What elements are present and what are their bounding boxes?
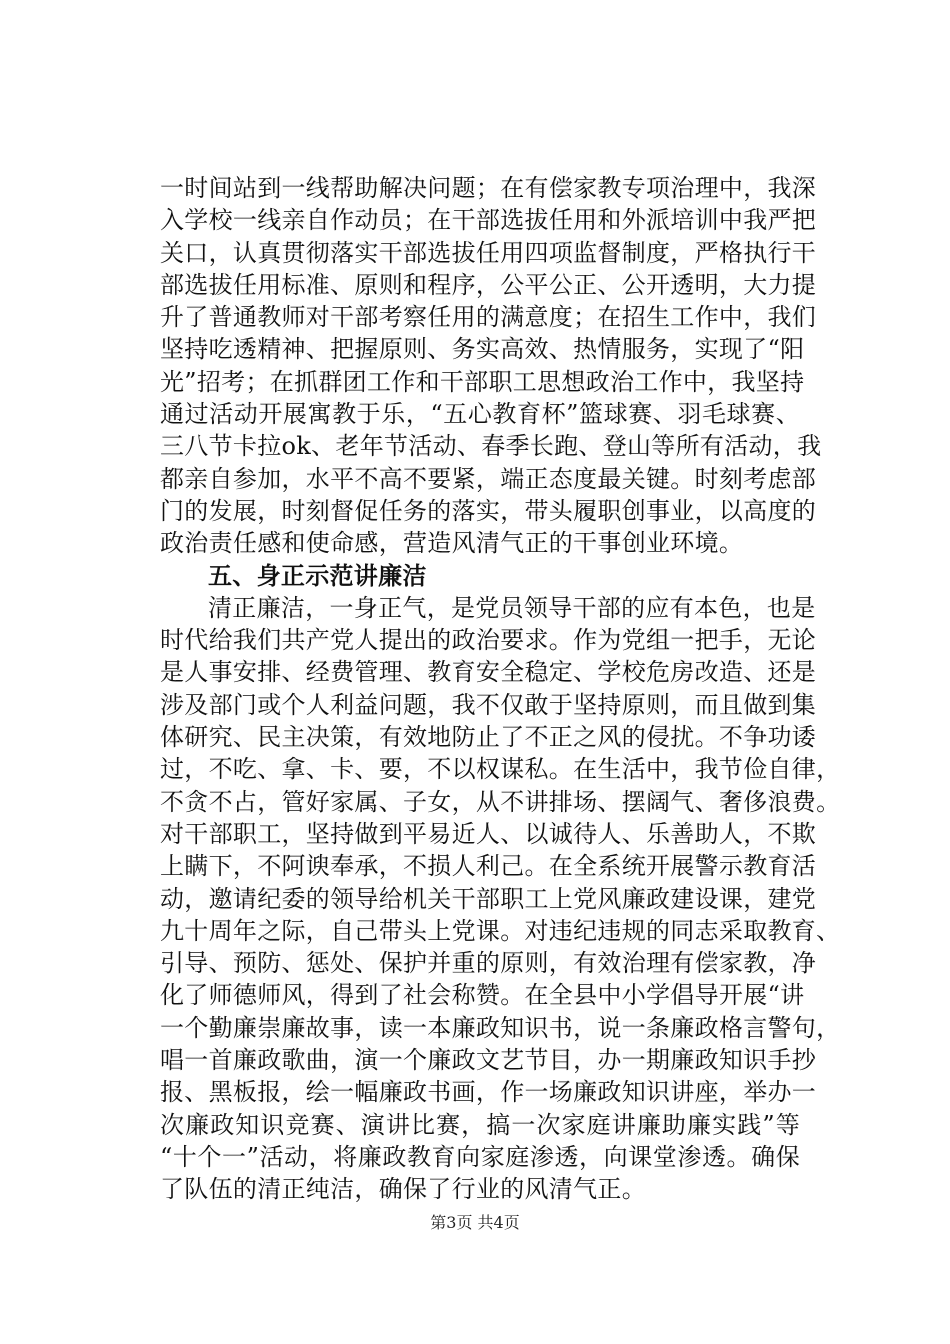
section-heading: 五、身正示范讲廉洁 [208, 561, 427, 590]
text-line: 清正廉洁，一身正气，是党员领导干部的应有本色，也是 [208, 593, 816, 622]
paragraph-1 [160, 172, 822, 560]
text-line: 都亲自参加，水平不高不要紧，端正态度最关键。时刻考虑部 [160, 464, 817, 493]
text-line: 对干部职工，坚持做到平易近人、以诚待人、乐善助人，不欺 [160, 819, 817, 848]
text-line: 动，邀请纪委的领导给机关干部职工上党风廉政建设课，建党 [160, 884, 817, 913]
text-line: 了队伍的清正纯洁，确保了行业的风清气正。 [160, 1175, 646, 1204]
text-line: 时代给我们共产党人提出的政治要求。作为党组一把手，无论 [160, 626, 817, 655]
document-body [160, 172, 841, 1206]
text-line: 涉及部门或个人利益问题，我不仅敢于坚持原则，而且做到集 [160, 690, 817, 719]
text-line: 是人事安排、经费管理、教育安全稳定、学校危房改造、还是 [160, 658, 817, 687]
text-line: 不贪不占，管好家属、子女，从不讲排场、摆阔气、奢侈浪费。 [160, 787, 841, 816]
text-line: 一个勤廉崇廉故事，读一本廉政知识书，说一条廉政格言警句， [160, 1013, 841, 1042]
text-line: 报、黑板报，绘一幅廉政书画，作一场廉政知识讲座，举办一 [160, 1078, 817, 1107]
text-line: 坚持吃透精神、把握原则、务实高效、热情服务，实现了“阳 [160, 335, 805, 364]
text-line: 三八节卡拉ok、老年节活动、春季长跑、登山等所有活动，我 [160, 432, 822, 461]
text-line: “十个一”活动，将廉政教育向家庭渗透，向课堂渗透。确保 [160, 1142, 800, 1171]
text-line: 部选拔任用标准、原则和程序，公平公正、公开透明，大力提 [160, 270, 817, 299]
paragraph-2 [160, 592, 841, 1206]
text-line: 唱一首廉政歌曲，演一个廉政文艺节目，办一期廉政知识手抄 [160, 1046, 817, 1075]
text-line: 一时间站到一线帮助解决问题；在有偿家教专项治理中，我深 [160, 174, 817, 202]
text-line: 九十周年之际，自己带头上党课。对违纪违规的同志采取教育、 [160, 916, 841, 945]
text-line: 化了师德师风，得到了社会称赞。在全县中小学倡导开展“讲 [160, 981, 805, 1010]
text-line: 关口，认真贯彻落实干部选拔任用四项监督制度，严格执行干 [160, 238, 817, 267]
text-line: 次廉政知识竞赛、演讲比赛，搞一次家庭讲廉助廉实践”等 [160, 1110, 800, 1139]
text-line: 过，不吃、拿、卡、要，不以权谋私。在生活中，我节俭自律， [160, 755, 841, 784]
text-line: 光”招考；在抓群团工作和干部职工思想政治工作中，我坚持 [160, 367, 805, 396]
text-line: 门的发展，时刻督促任务的落实，带头履职创事业，以高度的 [160, 496, 817, 525]
text-line: 上瞒下，不阿谀奉承，不损人利己。在全系统开展警示教育活 [160, 852, 817, 881]
page-footer: 第3页 共4页 [430, 1213, 520, 1232]
text-line: 通过活动开展寓教于乐，“五心教育杯”篮球赛、羽毛球赛、 [160, 400, 800, 429]
text-line: 升了普通教师对干部考察任用的满意度；在招生工作中，我们 [160, 303, 817, 332]
text-line: 引导、预防、惩处、保护并重的原则，有效治理有偿家教，净 [160, 949, 817, 978]
text-line: 入学校一线亲自作动员；在干部选拔任用和外派培训中我严把 [160, 206, 817, 235]
text-line: 政治责任感和使命感，营造风清气正的干事创业环境。 [160, 529, 744, 558]
text-line: 体研究、民主决策，有效地防止了不正之风的侵扰。不争功诿 [160, 723, 817, 752]
